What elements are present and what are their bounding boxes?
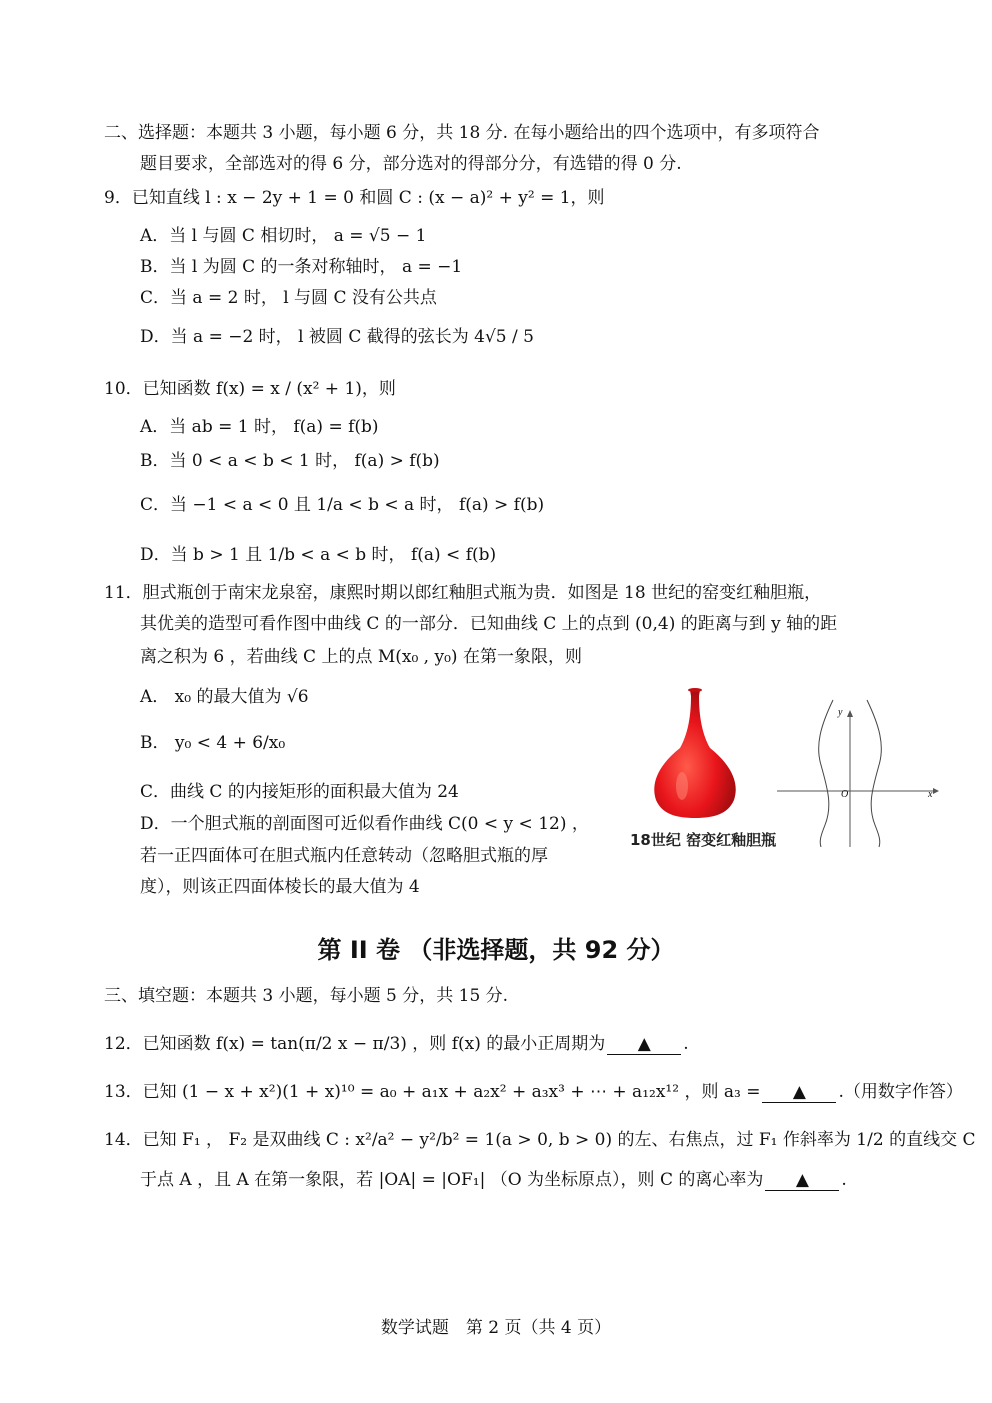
q11-line1: 11．胆式瓶创于南宋龙泉窑，康熙时期以郎红釉胆式瓶为贵．如图是 18 世纪的窑变红釉胆瓶， bbox=[104, 583, 822, 603]
curve-c-diagram bbox=[775, 695, 940, 850]
q13-text: 13．已知 (1 − x + x²)(1 + x)¹⁰ = a₀ + a₁x + a₂x² + a₃x³ + ⋯ + a₁₂x¹² ，则 a₃ = bbox=[104, 1082, 761, 1102]
q14-line1: 14．已知 F₁ ， F₂ 是双曲线 C : x²/a² − y²/b² = 1(a > 0, b > 0) 的左、右焦点，过 F₁ 作斜率为 1/2 的直线交 C bbox=[104, 1130, 976, 1150]
q11-line3: 离之积为 6 ，若曲线 C 上的点 M(x₀ , y₀) 在第一象限，则 bbox=[140, 647, 582, 667]
axis-label-x: x bbox=[928, 789, 933, 800]
q14-line2 bbox=[140, 1168, 847, 1192]
q14-answer-blank[interactable]: ▲ bbox=[765, 1170, 839, 1191]
q14-end: . bbox=[841, 1170, 847, 1190]
part2-title: 第 II 卷 （非选择题，共 92 分） bbox=[317, 936, 675, 964]
q10-option-c: C．当 −1 < a < 0 且 1/a < b < a 时， f(a) > f(b) bbox=[140, 495, 545, 515]
q10-option-b: B．当 0 < a < b < 1 时， f(a) > f(b) bbox=[140, 451, 440, 471]
page-footer: 数学试题 第 2 页（共 4 页） bbox=[380, 1318, 612, 1338]
q11-option-d-line1: D．一个胆式瓶的剖面图可近似看作曲线 C(0 < y < 12) ， bbox=[140, 814, 589, 834]
q13-answer-blank[interactable]: ▲ bbox=[762, 1082, 836, 1103]
axis-label-origin: O bbox=[841, 789, 849, 800]
q11-line2: 其优美的造型可看作图中曲线 C 的一部分．已知曲线 C 上的点到 (0,4) 的距离与到 y 轴的距 bbox=[140, 614, 838, 634]
q10-option-d: D．当 b > 1 且 1/b < a < b 时， f(a) < f(b) bbox=[140, 545, 497, 565]
q12-text: 12．已知函数 f(x) = tan(π/2 x − π/3) ，则 f(x) 的最小正周期为 bbox=[104, 1034, 606, 1054]
q14-text: 于点 A ，且 A 在第一象限，若 |OA| = |OF₁| （O 为坐标原点），则 C 的离心率为 bbox=[140, 1170, 764, 1190]
q11-option-b: B． y₀ < 4 + 6/x₀ bbox=[140, 733, 286, 753]
q9-option-d: D．当 a = −2 时， l 被圆 C 截得的弦长为 4√5 / 5 bbox=[140, 327, 534, 347]
q10-option-a: A．当 ab = 1 时， f(a) = f(b) bbox=[140, 417, 379, 437]
q12-answer-blank[interactable]: ▲ bbox=[607, 1034, 681, 1055]
q9-option-a: A．当 l 与圆 C 相切时， a = √5 − 1 bbox=[140, 226, 427, 246]
q12-line bbox=[104, 1032, 689, 1056]
q11-option-d-line2: 若一正四面体可在胆式瓶内任意转动（忽略胆式瓶的厚 bbox=[140, 846, 548, 866]
q13-end: .（用数字作答） bbox=[838, 1082, 963, 1102]
section2-header-line2: 题目要求，全部选对的得 6 分，部分选对的得部分分，有选错的得 0 分. bbox=[140, 154, 682, 174]
vase-caption: 18世纪 窑变红釉胆瓶 bbox=[630, 831, 777, 849]
red-vase-image bbox=[630, 686, 760, 826]
q9-stem: 9．已知直线 l : x − 2y + 1 = 0 和圆 C : (x − a)² + y² = 1，则 bbox=[104, 188, 605, 208]
q11-option-a: A． x₀ 的最大值为 √6 bbox=[140, 687, 309, 707]
q9-option-b: B．当 l 为圆 C 的一条对称轴时， a = −1 bbox=[140, 257, 463, 277]
section2-header-line1: 二、选择题：本题共 3 小题，每小题 6 分，共 18 分. 在每小题给出的四个选项中，有多项符合 bbox=[104, 123, 820, 143]
q12-end: . bbox=[683, 1034, 689, 1054]
q11-option-c: C．曲线 C 的内接矩形的面积最大值为 24 bbox=[140, 782, 459, 802]
q11-option-d-line3: 度），则该正四面体棱长的最大值为 4 bbox=[140, 877, 420, 897]
section3-header: 三、填空题：本题共 3 小题，每小题 5 分，共 15 分. bbox=[104, 986, 509, 1006]
q9-option-c: C．当 a = 2 时， l 与圆 C 没有公共点 bbox=[140, 288, 437, 308]
q10-stem: 10．已知函数 f(x) = x / (x² + 1)，则 bbox=[104, 379, 396, 399]
axis-label-y: y bbox=[838, 707, 843, 718]
q13-line bbox=[104, 1080, 963, 1104]
